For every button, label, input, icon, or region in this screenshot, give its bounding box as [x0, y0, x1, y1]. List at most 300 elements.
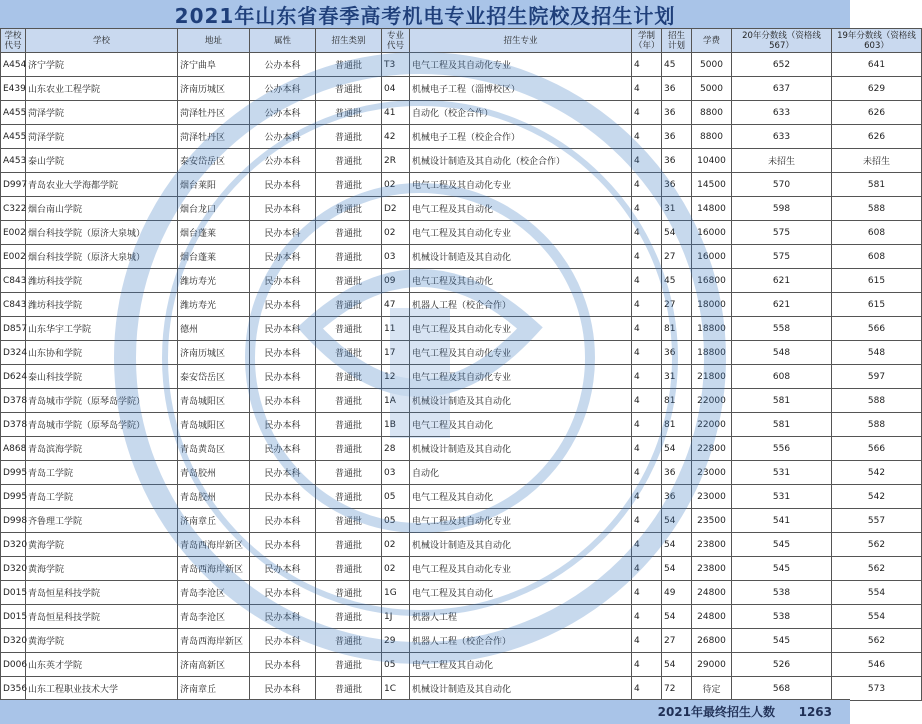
table-cell: 普通批	[316, 245, 382, 269]
table-cell: 潍坊寿光	[178, 269, 250, 293]
table-cell: 526	[732, 653, 832, 677]
table-cell: 普通批	[316, 317, 382, 341]
table-row	[1, 365, 922, 389]
table-cell: 36	[662, 149, 692, 173]
table-cell: 566	[832, 437, 922, 461]
table-cell: 菏泽学院	[26, 125, 178, 149]
table-cell: 581	[732, 389, 832, 413]
table-cell: 641	[832, 53, 922, 77]
table-cell: 机器人工程	[410, 605, 632, 629]
table-cell: 4	[632, 629, 662, 653]
table-cell: D006	[1, 653, 26, 677]
table-cell: 542	[832, 461, 922, 485]
table-cell: 青岛西海岸新区	[178, 629, 250, 653]
table-row	[1, 581, 922, 605]
table-cell: 青岛工学院	[26, 485, 178, 509]
table-row	[1, 557, 922, 581]
table-cell: 电气工程及其自动化专业	[410, 173, 632, 197]
table-cell: 烟台龙口	[178, 197, 250, 221]
table-cell: 22000	[692, 389, 732, 413]
table-cell: 青岛西海岸新区	[178, 557, 250, 581]
table-row	[1, 101, 922, 125]
table-cell: 电气工程及其自动化专业	[410, 53, 632, 77]
table-cell: 民办本科	[250, 221, 316, 245]
table-cell: 22000	[692, 413, 732, 437]
table-cell: 54	[662, 533, 692, 557]
table-cell: 菏泽牡丹区	[178, 101, 250, 125]
table-cell: 4	[632, 269, 662, 293]
table-cell: D2	[382, 197, 410, 221]
table-cell: 济南历城区	[178, 341, 250, 365]
table-cell: C322	[1, 197, 26, 221]
table-row	[1, 245, 922, 269]
column-header: 20年分数线（资格线567）	[732, 29, 832, 53]
table-cell: 26800	[692, 629, 732, 653]
table-cell: 烟台蓬莱	[178, 221, 250, 245]
table-cell: 烟台南山学院	[26, 197, 178, 221]
table-cell: 81	[662, 389, 692, 413]
table-cell: 机械设计制造及其自动化	[410, 389, 632, 413]
table-cell: D378	[1, 413, 26, 437]
table-cell: 23800	[692, 533, 732, 557]
table-cell: 4	[632, 341, 662, 365]
table-cell: 36	[662, 173, 692, 197]
table-cell: 545	[732, 629, 832, 653]
table-cell: 02	[382, 533, 410, 557]
table-cell: 德州	[178, 317, 250, 341]
table-cell: 23500	[692, 509, 732, 533]
table-cell: 烟台莱阳	[178, 173, 250, 197]
table-cell: 556	[732, 437, 832, 461]
table-cell: 济南章丘	[178, 677, 250, 701]
table-cell: 机器人工程（校企合作）	[410, 629, 632, 653]
table-cell: 普通批	[316, 341, 382, 365]
table-cell: 24800	[692, 605, 732, 629]
table-row	[1, 605, 922, 629]
table-cell: 575	[732, 221, 832, 245]
table-cell: A454	[1, 53, 26, 77]
table-cell: 青岛工学院	[26, 461, 178, 485]
table-cell: 566	[832, 317, 922, 341]
table-cell: D857	[1, 317, 26, 341]
table-cell: 民办本科	[250, 173, 316, 197]
table-cell: 18800	[692, 317, 732, 341]
table-cell: 自动化	[410, 461, 632, 485]
table-cell: 573	[832, 677, 922, 701]
table-cell: A453	[1, 149, 26, 173]
table-cell: 27	[662, 629, 692, 653]
table-cell: 54	[662, 605, 692, 629]
table-cell: 36	[662, 461, 692, 485]
table-cell: 机械设计制造及其自动化（校企合作）	[410, 149, 632, 173]
table-cell: 山东工程职业技术大学	[26, 677, 178, 701]
table-cell: 普通批	[316, 653, 382, 677]
table-cell: 民办本科	[250, 245, 316, 269]
table-cell: 待定	[692, 677, 732, 701]
table-cell: 电气工程及其自动化专业	[410, 557, 632, 581]
footer-bar	[0, 699, 850, 724]
table-cell: 电气工程及其自动化专业	[410, 341, 632, 365]
table-cell: 54	[662, 221, 692, 245]
table-cell: 28	[382, 437, 410, 461]
table-row	[1, 125, 922, 149]
table-cell: 2R	[382, 149, 410, 173]
column-header: 招生计划	[662, 29, 692, 53]
table-cell: 1B	[382, 413, 410, 437]
table-cell: 民办本科	[250, 533, 316, 557]
table-cell: 机械设计制造及其自动化	[410, 677, 632, 701]
table-cell: 电气工程及其自动化专业	[410, 317, 632, 341]
table-cell: 济宁学院	[26, 53, 178, 77]
table-cell: 4	[632, 509, 662, 533]
table-cell: 36	[662, 485, 692, 509]
table-cell: 29000	[692, 653, 732, 677]
table-cell: 633	[732, 101, 832, 125]
table-cell: D997	[1, 173, 26, 197]
table-cell: C843	[1, 269, 26, 293]
table-cell: D995	[1, 485, 26, 509]
table-cell: D995	[1, 461, 26, 485]
table-cell: 济南章丘	[178, 509, 250, 533]
table-cell: 4	[632, 365, 662, 389]
table-cell: 04	[382, 77, 410, 101]
table-cell: 潍坊寿光	[178, 293, 250, 317]
table-cell: 未招生	[832, 149, 922, 173]
table-cell: D015	[1, 581, 26, 605]
table-cell: 电气工程及其自动化	[410, 581, 632, 605]
table-row	[1, 341, 922, 365]
table-cell: 4	[632, 605, 662, 629]
table-cell: 633	[732, 125, 832, 149]
total-value: 1263	[798, 705, 832, 719]
table-cell: 民办本科	[250, 485, 316, 509]
table-cell: A455	[1, 101, 26, 125]
table-cell: 31	[662, 365, 692, 389]
table-cell: 597	[832, 365, 922, 389]
table-cell: 普通批	[316, 437, 382, 461]
table-cell: 机器人工程（校企合作）	[410, 293, 632, 317]
column-header: 地址	[178, 29, 250, 53]
table-cell: 民办本科	[250, 341, 316, 365]
total-label: 2021年最终招生人数	[657, 705, 775, 719]
table-cell: 14500	[692, 173, 732, 197]
table-cell: D998	[1, 509, 26, 533]
table-cell: 4	[632, 485, 662, 509]
table-cell: 潍坊科技学院	[26, 269, 178, 293]
table-cell: 608	[832, 245, 922, 269]
table-cell: 4	[632, 245, 662, 269]
table-cell: 民办本科	[250, 629, 316, 653]
table-cell: D356	[1, 677, 26, 701]
table-cell: 4	[632, 221, 662, 245]
table-cell: 民办本科	[250, 269, 316, 293]
table-cell: 普通批	[316, 293, 382, 317]
table-body	[1, 53, 922, 701]
table-cell: 02	[382, 557, 410, 581]
table-cell: 民办本科	[250, 197, 316, 221]
table-row	[1, 509, 922, 533]
table-cell: 17	[382, 341, 410, 365]
table-row	[1, 293, 922, 317]
table-cell: E439	[1, 77, 26, 101]
table-cell: 03	[382, 245, 410, 269]
column-header: 学制（年）	[632, 29, 662, 53]
table-cell: 31	[662, 197, 692, 221]
table-cell: 普通批	[316, 485, 382, 509]
table-cell: 电气工程及其自动化专业	[410, 221, 632, 245]
table-cell: 普通批	[316, 149, 382, 173]
table-cell: 81	[662, 413, 692, 437]
table-cell: 23000	[692, 461, 732, 485]
table-cell: 09	[382, 269, 410, 293]
table-cell: 4	[632, 581, 662, 605]
table-cell: A455	[1, 125, 26, 149]
table-cell: 4	[632, 533, 662, 557]
table-cell: 民办本科	[250, 317, 316, 341]
table-cell: 青岛黄岛区	[178, 437, 250, 461]
table-cell: 菏泽牡丹区	[178, 125, 250, 149]
table-cell: 4	[632, 77, 662, 101]
table-cell: 民办本科	[250, 677, 316, 701]
table-cell: 588	[832, 197, 922, 221]
table-cell: 公办本科	[250, 53, 316, 77]
table-cell: D320	[1, 533, 26, 557]
table-cell: 4	[632, 389, 662, 413]
column-header: 学费	[692, 29, 732, 53]
table-cell: 自动化（校企合作）	[410, 101, 632, 125]
table-cell: 民办本科	[250, 557, 316, 581]
table-cell: 普通批	[316, 557, 382, 581]
table-cell: 23800	[692, 557, 732, 581]
table-cell: 机械设计制造及其自动化	[410, 533, 632, 557]
table-cell: 626	[832, 125, 922, 149]
table-cell: 民办本科	[250, 389, 316, 413]
column-header: 学校	[26, 29, 178, 53]
table-cell: 652	[732, 53, 832, 77]
table-cell: 626	[832, 101, 922, 125]
table-cell: 4	[632, 101, 662, 125]
table-cell: 581	[732, 413, 832, 437]
table-cell: 16000	[692, 245, 732, 269]
table-row	[1, 413, 922, 437]
table-cell: 青岛西海岸新区	[178, 533, 250, 557]
table-cell: 542	[832, 485, 922, 509]
table-cell: 558	[732, 317, 832, 341]
table-cell: 588	[832, 413, 922, 437]
table-cell: 青岛恒星科技学院	[26, 581, 178, 605]
table-cell: 554	[832, 581, 922, 605]
table-cell: 02	[382, 173, 410, 197]
table-cell: 4	[632, 653, 662, 677]
table-cell: 72	[662, 677, 692, 701]
table-cell: 黄海学院	[26, 533, 178, 557]
table-cell: 615	[832, 269, 922, 293]
table-row	[1, 677, 922, 701]
table-cell: 普通批	[316, 221, 382, 245]
table-cell: 普通批	[316, 173, 382, 197]
table-cell: 普通批	[316, 629, 382, 653]
table-cell: 民办本科	[250, 365, 316, 389]
table-cell: 青岛胶州	[178, 461, 250, 485]
table-cell: 4	[632, 197, 662, 221]
table-cell: 电气工程及其自动化	[410, 653, 632, 677]
table-cell: 电气工程及其自动化	[410, 197, 632, 221]
table-cell: 45	[662, 269, 692, 293]
table-cell: D015	[1, 605, 26, 629]
table-cell: 4	[632, 317, 662, 341]
table-cell: 青岛李沧区	[178, 605, 250, 629]
table-cell: 1G	[382, 581, 410, 605]
table-cell: 36	[662, 101, 692, 125]
table-cell: 1A	[382, 389, 410, 413]
table-cell: 普通批	[316, 389, 382, 413]
table-cell: 山东华宇工学院	[26, 317, 178, 341]
table-cell: 554	[832, 605, 922, 629]
table-cell: 济宁曲阜	[178, 53, 250, 77]
table-cell: 山东农业工程学院	[26, 77, 178, 101]
table-cell: 电气工程及其自动化	[410, 269, 632, 293]
table-cell: 24800	[692, 581, 732, 605]
table-cell: 普通批	[316, 677, 382, 701]
table-cell: 烟台蓬莱	[178, 245, 250, 269]
table-cell: 青岛李沧区	[178, 581, 250, 605]
table-cell: 普通批	[316, 461, 382, 485]
table-cell: 568	[732, 677, 832, 701]
table-cell: 山东英才学院	[26, 653, 178, 677]
table-cell: 机械设计制造及其自动化	[410, 245, 632, 269]
table-row	[1, 53, 922, 77]
table-cell: 普通批	[316, 77, 382, 101]
table-cell: 民办本科	[250, 461, 316, 485]
table-cell: 公办本科	[250, 149, 316, 173]
table-cell: 普通批	[316, 581, 382, 605]
table-cell: 民办本科	[250, 509, 316, 533]
table-cell: 普通批	[316, 53, 382, 77]
table-cell: 5000	[692, 77, 732, 101]
table-row	[1, 317, 922, 341]
table-cell: 民办本科	[250, 437, 316, 461]
table-cell: 4	[632, 53, 662, 77]
table-cell: 普通批	[316, 533, 382, 557]
table-cell: 05	[382, 485, 410, 509]
table-cell: 531	[732, 461, 832, 485]
table-cell: 民办本科	[250, 293, 316, 317]
table-cell: 03	[382, 461, 410, 485]
table-cell: 36	[662, 77, 692, 101]
table-cell: 山东协和学院	[26, 341, 178, 365]
table-cell: 青岛城市学院（原琴岛学院）	[26, 413, 178, 437]
table-cell: 14800	[692, 197, 732, 221]
table-cell: 49	[662, 581, 692, 605]
table-row	[1, 653, 922, 677]
table-cell: 637	[732, 77, 832, 101]
table-cell: 普通批	[316, 101, 382, 125]
table-cell: 54	[662, 557, 692, 581]
table-cell: 菏泽学院	[26, 101, 178, 125]
table-cell: 电气工程及其自动化	[410, 413, 632, 437]
table-row	[1, 485, 922, 509]
table-header-row	[1, 29, 922, 53]
table-cell: 青岛城阳区	[178, 413, 250, 437]
table-cell: 608	[732, 365, 832, 389]
table-cell: 青岛胶州	[178, 485, 250, 509]
table-cell: 济南历城区	[178, 77, 250, 101]
table-cell: 05	[382, 653, 410, 677]
table-cell: 民办本科	[250, 581, 316, 605]
table-cell: 青岛农业大学海都学院	[26, 173, 178, 197]
table-cell: 588	[832, 389, 922, 413]
admission-plan-table	[0, 28, 922, 701]
table-cell: 608	[832, 221, 922, 245]
table-cell: 21800	[692, 365, 732, 389]
table-cell: 1J	[382, 605, 410, 629]
table-cell: 531	[732, 485, 832, 509]
table-cell: 54	[662, 509, 692, 533]
table-cell: 47	[382, 293, 410, 317]
column-header: 学校代号	[1, 29, 26, 53]
column-header: 招生专业	[410, 29, 632, 53]
table-cell: 公办本科	[250, 77, 316, 101]
table-cell: 8800	[692, 125, 732, 149]
table-cell: 27	[662, 245, 692, 269]
table-cell: 青岛滨海学院	[26, 437, 178, 461]
table-cell: 541	[732, 509, 832, 533]
table-cell: 621	[732, 269, 832, 293]
table-cell: 青岛城市学院（原琴岛学院）	[26, 389, 178, 413]
table-row	[1, 173, 922, 197]
table-cell: 81	[662, 317, 692, 341]
table-row	[1, 269, 922, 293]
table-cell: 电气工程及其自动化	[410, 485, 632, 509]
table-cell: D320	[1, 557, 26, 581]
table-row	[1, 221, 922, 245]
column-header: 招生类别	[316, 29, 382, 53]
table-cell: C843	[1, 293, 26, 317]
table-cell: 4	[632, 173, 662, 197]
table-cell: 1C	[382, 677, 410, 701]
table-cell: 泰安岱岳区	[178, 365, 250, 389]
table-cell: 570	[732, 173, 832, 197]
table-cell: 10400	[692, 149, 732, 173]
table-cell: 538	[732, 581, 832, 605]
table-cell: 4	[632, 293, 662, 317]
table-cell: D624	[1, 365, 26, 389]
table-cell: 民办本科	[250, 605, 316, 629]
table-cell: T3	[382, 53, 410, 77]
table-cell: 546	[832, 653, 922, 677]
table-cell: 4	[632, 461, 662, 485]
table-cell: 普通批	[316, 413, 382, 437]
table-cell: 41	[382, 101, 410, 125]
table-cell: 545	[732, 533, 832, 557]
table-cell: 机械电子工程（校企合作）	[410, 125, 632, 149]
table-cell: 42	[382, 125, 410, 149]
table-cell: 54	[662, 437, 692, 461]
table-cell: 36	[662, 125, 692, 149]
table-cell: 青岛恒星科技学院	[26, 605, 178, 629]
table-cell: 18000	[692, 293, 732, 317]
table-cell: 12	[382, 365, 410, 389]
table-cell: A868	[1, 437, 26, 461]
table-cell: 562	[832, 557, 922, 581]
table-cell: 4	[632, 149, 662, 173]
table-cell: 538	[732, 605, 832, 629]
table-cell: 烟台科技学院（原济大泉城）	[26, 221, 178, 245]
table-cell: 机械电子工程（淄博校区）	[410, 77, 632, 101]
table-cell: E002	[1, 245, 26, 269]
table-row	[1, 389, 922, 413]
table-cell: 青岛城阳区	[178, 389, 250, 413]
